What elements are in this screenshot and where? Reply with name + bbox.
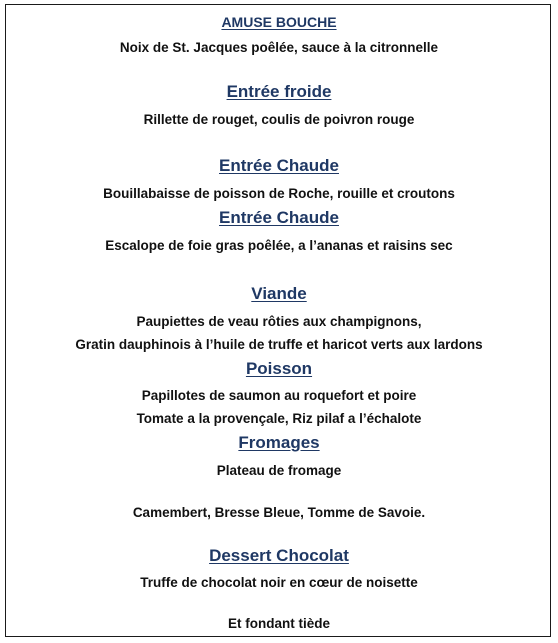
dish-amuse-bouche: Noix de St. Jacques poêlée, sauce à la citronnelle bbox=[119, 40, 439, 55]
dish-fromages-1: Plateau de fromage bbox=[216, 463, 342, 478]
heading-amuse-bouche: AMUSE BOUCHE bbox=[221, 14, 337, 30]
dish-poisson-2: Tomate a la provençale, Riz pilaf a l’échalote bbox=[136, 411, 422, 426]
dish-dessert-1: Truffe de chocolat noir en cœur de noisette bbox=[140, 575, 418, 590]
dish-fromages-2: Camembert, Bresse Bleue, Tomme de Savoie. bbox=[132, 505, 426, 520]
dish-viande-2: Gratin dauphinois à l’huile de truffe et haricot verts aux lardons bbox=[75, 337, 483, 352]
dish-entree-chaude-2: Escalope de foie gras poêlée, a l’ananas et raisins sec bbox=[105, 238, 453, 253]
heading-poisson: Poisson bbox=[245, 359, 313, 378]
dish-viande-1: Paupiettes de veau rôties aux champignons, bbox=[136, 314, 422, 329]
dish-entree-chaude-1: Bouillabaisse de poisson de Roche, rouille et croutons bbox=[103, 186, 455, 201]
heading-entree-chaude-2: Entrée Chaude bbox=[219, 208, 339, 227]
heading-viande: Viande bbox=[251, 284, 307, 303]
dish-entree-froide: Rillette de rouget, coulis de poivron rouge bbox=[143, 112, 415, 127]
heading-dessert: Dessert Chocolat bbox=[209, 546, 349, 565]
dish-poisson-1: Papillotes de saumon au roquefort et poire bbox=[141, 388, 417, 403]
dish-dessert-2: Et fondant tiède bbox=[228, 616, 330, 631]
heading-entree-froide: Entrée froide bbox=[226, 82, 332, 101]
heading-fromages: Fromages bbox=[238, 433, 320, 452]
heading-entree-chaude-1: Entrée Chaude bbox=[219, 156, 339, 175]
